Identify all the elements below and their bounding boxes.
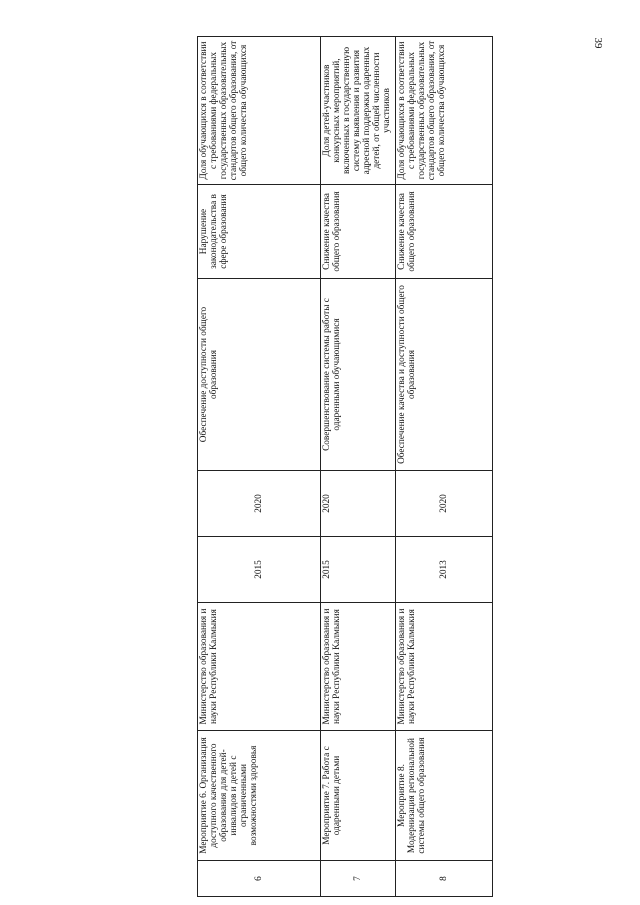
indicator-cell: Доля детей-участников конкурсных мероприятий, включенных в государственную систему выявления и развития адресной поддержки одаренных детей, от общей численности участников — [321, 37, 396, 185]
start-year-cell: 2013 — [396, 537, 493, 603]
consequences-cell: Снижение качества общего образования — [396, 185, 493, 279]
measure-cell: Мероприятие 7. Работа с одаренными детьми — [321, 731, 396, 861]
program-measures-table — [197, 36, 493, 897]
executor-cell: Министерство образования и науки Республики Калмыкия — [198, 603, 321, 731]
consequences-cell: Снижение качества общего образования — [321, 185, 396, 279]
table-row — [396, 37, 493, 897]
expected-result-cell: Совершенствование системы работы с одаренными обучающимися — [321, 279, 396, 471]
table-row — [321, 37, 396, 897]
expected-result-cell: Обеспечение доступности общего образования — [198, 279, 321, 471]
page-number: 39 — [592, 37, 604, 49]
end-year-cell: 2020 — [321, 471, 396, 537]
indicator-cell: Доля обучающихся в соответствии с требованиями федеральных государственных образовательных стандартов общего образования, от общего количества обучающихся — [396, 37, 493, 185]
row-number: 6 — [198, 861, 321, 897]
indicator-cell: Доля обучающихся в соответствии с требованиями федеральных государственных образовательных стандартов общего образования, от общего количества обучающихся — [198, 37, 321, 185]
start-year-cell: 2015 — [198, 537, 321, 603]
row-number: 8 — [396, 861, 493, 897]
row-number: 7 — [321, 861, 396, 897]
consequences-cell: Нарушение законодательства в сфере образования — [198, 185, 321, 279]
measure-cell: Мероприятие 6. Организация доступного качественного образования для детей-инвалидов и детей с ограниченными возможностями здоровья — [198, 731, 321, 861]
rotated-table-wrapper — [197, 37, 483, 897]
executor-cell: Министерство образования и науки Республики Калмыкия — [396, 603, 493, 731]
start-year-cell: 2015 — [321, 537, 396, 603]
table-row — [198, 37, 321, 897]
executor-cell: Министерство образования и науки Республики Калмыкия — [321, 603, 396, 731]
end-year-cell: 2020 — [198, 471, 321, 537]
end-year-cell: 2020 — [396, 471, 493, 537]
measure-cell: Мероприятие 8. Модернизация региональной системы общего образования — [396, 731, 493, 861]
expected-result-cell: Обеспечение качества и доступности общего образования — [396, 279, 493, 471]
